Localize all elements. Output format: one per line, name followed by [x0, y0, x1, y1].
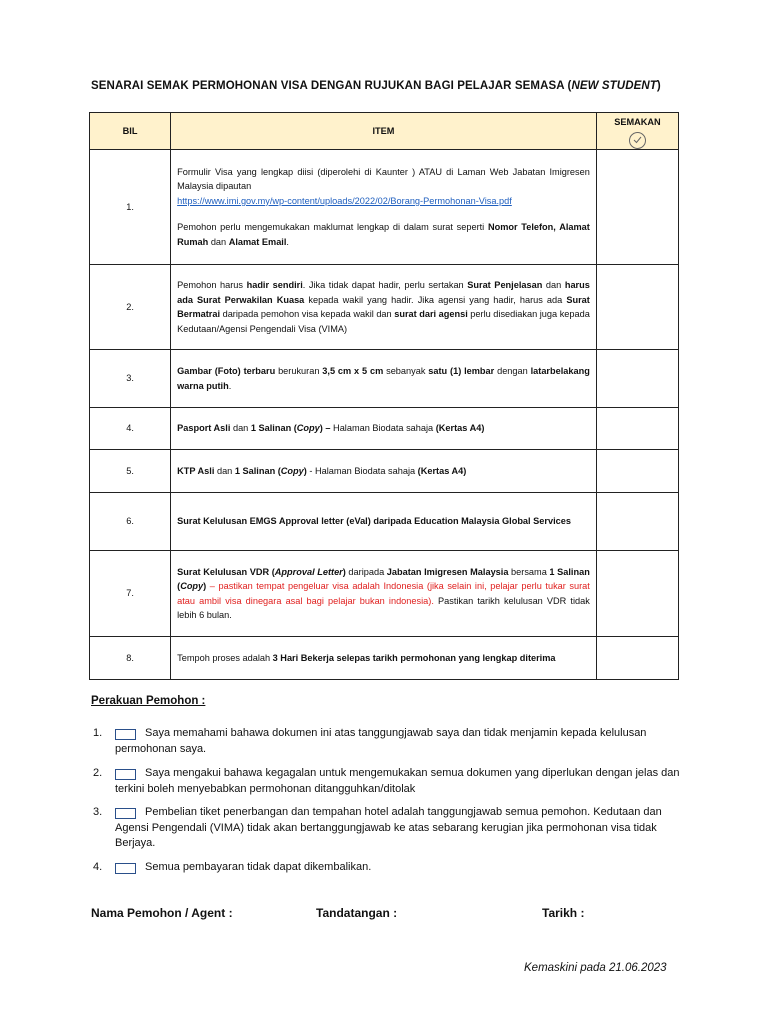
form-download-link[interactable]: https://www.imi.gov.my/wp-content/uploads/2022/02/Borang-Permohonan-Visa.pdf: [177, 195, 512, 206]
row-number: 4.: [90, 408, 171, 450]
row1-p2c: dan: [208, 236, 229, 247]
row-item: [171, 493, 597, 551]
row1-p2b: Nomor Telefon, Alamat Rumah: [177, 222, 590, 247]
row3-s2: berukuran: [275, 366, 323, 376]
check-cell[interactable]: [596, 350, 678, 408]
check-cell[interactable]: [596, 150, 678, 265]
row5-s6: - Halaman Biodata sahaja: [306, 465, 418, 476]
row3-s1: Gambar (Foto) terbaru: [177, 366, 276, 376]
row7-s8: Copy: [180, 581, 204, 591]
row1-p1: Formulir Visa yang lengkap diisi (diperolehi di Kaunter ) ATAU di Laman Web Jabatan Imigresen Malaysia dipautan: [177, 166, 590, 192]
row4-s6: Halaman Biodata sahaja: [330, 423, 436, 434]
declaration-checkbox[interactable]: [115, 769, 136, 780]
table-header-row: [90, 113, 679, 150]
row7-s3: ): [342, 566, 346, 577]
table-row: [90, 350, 679, 408]
row3-s7: latarbelakang warna putih: [177, 366, 590, 391]
row7-s11: Pastikan tarikh kelulusan VDR tidak lebih 6 bulan.: [177, 595, 590, 620]
row4-s2: dan: [230, 423, 251, 434]
row6-s1: Surat Kelulusan EMGS Approval letter (eVal) daripada Education Malaysia Global Services: [177, 516, 571, 527]
row8-s1: Tempoh proses adalah: [177, 652, 273, 663]
table-row: [90, 150, 679, 265]
check-cell[interactable]: [596, 408, 678, 450]
check-circle-icon: [629, 132, 646, 149]
row2-s3: . Jika tidak dapat hadir, perlu sertakan: [302, 280, 468, 290]
table-row: [90, 493, 679, 551]
row-number: 7.: [90, 551, 171, 637]
title-close: ): [656, 80, 661, 92]
row2-s10: surat dari agensi: [394, 309, 468, 319]
row-item: [171, 450, 597, 493]
row5-s1: KTP Asli: [177, 465, 215, 476]
row3-s4: sebanyak: [383, 366, 429, 376]
table-row: [90, 637, 679, 680]
row2-s1: Pemohon harus: [177, 280, 247, 290]
row-number: 1.: [90, 150, 171, 265]
row5-s2: dan: [214, 465, 235, 476]
date-label: Tarikh :: [542, 906, 585, 920]
declaration-item: [93, 726, 683, 757]
check-cell[interactable]: [596, 493, 678, 551]
check-cell[interactable]: [596, 450, 678, 493]
row3-s8: .: [228, 380, 232, 391]
declaration-text: Saya memahami bahawa dokumen ini atas tanggungjawab saya dan tidak menjamin kepada kelulusan permohonan saya.: [115, 727, 647, 755]
row-item: [171, 265, 597, 350]
declaration-checkbox[interactable]: [115, 808, 136, 819]
table-row: [90, 450, 679, 493]
declaration-number: 3.: [93, 806, 103, 818]
row7-s2: Approval Letter: [274, 566, 343, 577]
row-number: 3.: [90, 350, 171, 408]
signature-label: Tandatangan :: [316, 906, 398, 920]
table-row: [90, 408, 679, 450]
declaration-text: Semua pembayaran tidak dapat dikembalikan.: [145, 861, 372, 873]
row7-s7: 1 Salinan (: [177, 566, 590, 591]
row3-s3: 3,5 cm x 5 cm: [322, 366, 384, 376]
row-number: 8.: [90, 637, 171, 680]
row3-s5: satu (1) lembar: [428, 366, 495, 376]
header-item: ITEM: [171, 113, 597, 150]
row1-p2a: Pemohon perlu mengemukakan maklumat lengkap di dalam surat seperti: [177, 222, 488, 233]
header-semakan-label: SEMAKAN: [614, 117, 661, 127]
declaration-number: 1.: [93, 727, 103, 739]
declaration-text: Saya mengakui bahawa kegagalan untuk mengemukakan semua dokumen yang diperlukan dengan jelas dan terkini boleh menyebabkan permohonan ditangguhkan/ditolak: [115, 767, 680, 795]
declaration-item: [93, 860, 683, 876]
row3-s6: dengan: [494, 366, 531, 376]
row7-s9: ): [203, 581, 207, 591]
row2-s6: harus ada Surat Perwakilan Kuasa: [177, 280, 590, 305]
declaration-number: 4.: [93, 861, 103, 873]
check-cell[interactable]: [596, 265, 678, 350]
row-number: 5.: [90, 450, 171, 493]
row-number: 6.: [90, 493, 171, 551]
check-cell[interactable]: [596, 551, 678, 637]
row-number: 2.: [90, 265, 171, 350]
header-bil: BIL: [90, 113, 171, 150]
row2-s7: kepada wakil yang hadir. Jika agensi yang hadir, harus ada: [304, 294, 567, 305]
row8-s2: 3 Hari Bekerja selepas tarikh permohonan yang lengkap diterima: [272, 652, 556, 663]
row2-s2: hadir sendiri: [246, 280, 303, 290]
row5-s7: (Kertas A4): [417, 465, 467, 476]
table-row: [90, 265, 679, 350]
title-italic: NEW STUDENT: [571, 80, 657, 92]
declaration-checkbox[interactable]: [115, 863, 136, 874]
row7-s5: Jabatan Imigresen Malaysia: [386, 566, 509, 577]
page-title: [91, 80, 661, 92]
checklist-table: [89, 112, 679, 680]
check-cell[interactable]: [596, 637, 678, 680]
row2-s8: Surat Bermatrai: [177, 294, 590, 319]
row7-s10: – pastikan tempat pengeluar visa adalah Indonesia (jika selain ini, pelajar perlu tukar surat atau ambil visa dinegara asal bagi pelajar bukan indonesia).: [177, 581, 590, 606]
updated-date: Kemaskini pada 21.06.2023: [524, 962, 667, 974]
row4-s7: (Kertas A4): [435, 423, 485, 434]
row2-s4: Surat Penjelasan: [467, 280, 543, 290]
row7-s6: bersama: [508, 566, 550, 577]
header-semakan: [596, 113, 678, 150]
declaration-checkbox[interactable]: [115, 729, 136, 740]
row2-s11: perlu disediakan juga kepada Kedutaan/Agensi Pengendali Visa (VIMA): [177, 309, 590, 334]
row4-s1: Pasport Asli: [177, 423, 231, 434]
row1-p2d: Alamat Email: [228, 236, 287, 247]
row5-s5: ): [303, 465, 307, 476]
row-item: [171, 551, 597, 637]
declaration-text: Pembelian tiket penerbangan dan tempahan hotel adalah tanggungjawab semua pemohon. Kedutaan dan Agensi Pengendali (VIMA) tidak akan bertanggungjawab ke atas sebarang kerugian jika permohonan visa tidak Berjaya.: [115, 806, 662, 849]
title-main: SENARAI SEMAK PERMOHONAN VISA DENGAN RUJUKAN BAGI PELAJAR SEMASA (: [91, 80, 572, 92]
row-item: [171, 637, 597, 680]
row-item: [171, 408, 597, 450]
row4-s3: 1 Salinan (: [250, 423, 297, 434]
row7-s1: Surat Kelulusan VDR (: [177, 566, 275, 577]
table-row: [90, 551, 679, 637]
row2-s9: daripada pemohon visa kepada wakil dan: [220, 309, 395, 319]
declaration-item: [93, 805, 683, 852]
applicant-name-label: Nama Pemohon / Agent :: [91, 906, 233, 920]
row-item: [171, 150, 597, 265]
row1-p2e: .: [286, 236, 289, 247]
row4-s5: ) –: [319, 423, 331, 434]
declaration-title: Perakuan Pemohon :: [91, 695, 206, 707]
row7-s4: daripada: [345, 566, 387, 577]
row4-s4: Copy: [296, 423, 320, 434]
declaration-item: [93, 766, 683, 797]
row2-s5: dan: [542, 280, 565, 290]
declaration-number: 2.: [93, 767, 103, 779]
row-item: [171, 350, 597, 408]
row5-s4: Copy: [280, 465, 304, 476]
row5-s3: 1 Salinan (: [234, 465, 281, 476]
